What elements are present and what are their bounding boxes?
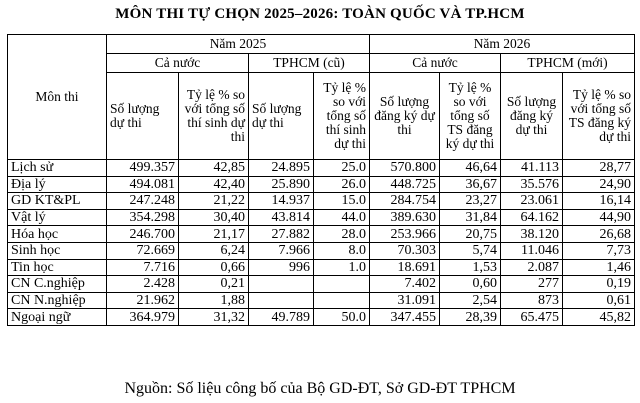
subject-header: Môn thi	[8, 35, 107, 160]
table-row	[8, 259, 635, 276]
data-cell: 31.091	[370, 292, 440, 309]
source-note: Nguồn: Số liệu công bố của Bộ GD-ĐT, Sở GD-ĐT TPHCM	[124, 380, 516, 397]
table-title: MÔN THI TỰ CHỌN 2025–2026: TOÀN QUỐC VÀ TP.HCM	[115, 6, 525, 22]
subject-cell: Hóa học	[8, 226, 107, 243]
data-cell: 0,66	[179, 259, 249, 276]
data-cell: 347.455	[370, 309, 440, 326]
col-count-hcmc-2025: Số lượng dự thi	[249, 73, 314, 160]
subject-cell: Vật lý	[8, 209, 107, 226]
data-cell: 18.691	[370, 259, 440, 276]
year-2026-header: Năm 2026	[370, 35, 635, 54]
data-cell: 0,19	[563, 276, 635, 293]
table-row	[8, 209, 635, 226]
hcmc-2025-header: TPHCM (cũ)	[249, 54, 370, 73]
data-cell: 1,53	[440, 259, 501, 276]
data-cell: 2.428	[107, 276, 179, 293]
data-cell: 30,40	[179, 209, 249, 226]
data-cell: 36,67	[440, 176, 501, 193]
data-cell: 499.357	[107, 160, 179, 177]
data-cell: 21,17	[179, 226, 249, 243]
data-cell: 25.890	[249, 176, 314, 193]
data-cell: 364.979	[107, 309, 179, 326]
data-cell: 1,46	[563, 259, 635, 276]
data-cell: 21,22	[179, 193, 249, 210]
hcmc-2026-header: TPHCM (mới)	[501, 54, 635, 73]
table-row	[8, 176, 635, 193]
data-cell	[314, 292, 370, 309]
data-cell	[314, 276, 370, 293]
table-row	[8, 309, 635, 326]
data-cell: 8.0	[314, 242, 370, 259]
data-cell: 64.162	[501, 209, 563, 226]
data-cell: 42,85	[179, 160, 249, 177]
data-cell: 24.895	[249, 160, 314, 177]
data-cell: 65.475	[501, 309, 563, 326]
subject-cell: GD KT&PL	[8, 193, 107, 210]
table-row	[8, 193, 635, 210]
data-cell: 277	[501, 276, 563, 293]
data-cell: 873	[501, 292, 563, 309]
data-cell: 23,27	[440, 193, 501, 210]
data-cell: 14.937	[249, 193, 314, 210]
data-cell: 28.0	[314, 226, 370, 243]
col-count-hcmc-2026: Số lượng đăng ký dự thi	[501, 73, 563, 160]
data-cell: 2.087	[501, 259, 563, 276]
data-cell: 44,90	[563, 209, 635, 226]
data-cell: 2,54	[440, 292, 501, 309]
data-cell: 6,24	[179, 242, 249, 259]
subject-cell: Ngoại ngữ	[8, 309, 107, 326]
data-cell: 1.0	[314, 259, 370, 276]
data-cell: 26,68	[563, 226, 635, 243]
table-row	[8, 226, 635, 243]
subject-cell: Địa lý	[8, 176, 107, 193]
table-row	[8, 242, 635, 259]
data-cell: 0,60	[440, 276, 501, 293]
nationwide-2025-header: Cả nước	[107, 54, 249, 73]
data-cell: 996	[249, 259, 314, 276]
subject-cell: CN C.nghiệp	[8, 276, 107, 293]
data-cell: 41.113	[501, 160, 563, 177]
data-cell: 7.716	[107, 259, 179, 276]
data-cell: 1,88	[179, 292, 249, 309]
data-cell: 570.800	[370, 160, 440, 177]
data-cell: 35.576	[501, 176, 563, 193]
col-pct-nationwide-2025: Tỷ lệ % so với tổng số thí sinh dự thi	[179, 73, 249, 160]
data-cell: 31,32	[179, 309, 249, 326]
data-cell: 43.814	[249, 209, 314, 226]
col-count-nationwide-2025: Số lượng dự thi	[107, 73, 179, 160]
data-cell: 7,73	[563, 242, 635, 259]
data-cell: 26.0	[314, 176, 370, 193]
data-cell: 31,84	[440, 209, 501, 226]
data-cell: 44.0	[314, 209, 370, 226]
data-cell: 0,21	[179, 276, 249, 293]
data-cell: 11.046	[501, 242, 563, 259]
data-cell: 20,75	[440, 226, 501, 243]
exam-subject-table	[7, 34, 635, 326]
data-cell: 7.966	[249, 242, 314, 259]
nationwide-2026-header: Cả nước	[370, 54, 501, 73]
data-cell: 389.630	[370, 209, 440, 226]
table-row	[8, 292, 635, 309]
data-cell: 253.966	[370, 226, 440, 243]
col-pct-hcmc-2025: Tỷ lệ % so với tổng số thí sinh dự thi	[314, 73, 370, 160]
data-cell: 28,39	[440, 309, 501, 326]
data-cell: 70.303	[370, 242, 440, 259]
data-cell: 46,64	[440, 160, 501, 177]
subject-cell: CN N.nghiệp	[8, 292, 107, 309]
subject-cell: Sinh học	[8, 242, 107, 259]
data-cell: 28,77	[563, 160, 635, 177]
data-cell: 24,90	[563, 176, 635, 193]
data-cell: 25.0	[314, 160, 370, 177]
col-pct-hcmc-2026: Tỷ lệ % so với tổng số TS đăng ký dự thi	[563, 73, 635, 160]
subject-cell: Lịch sử	[8, 160, 107, 177]
data-cell: 23.061	[501, 193, 563, 210]
data-cell: 45,82	[563, 309, 635, 326]
data-cell: 354.298	[107, 209, 179, 226]
subject-cell: Tin học	[8, 259, 107, 276]
data-cell: 5,74	[440, 242, 501, 259]
col-count-nationwide-2026: Số lượng đăng ký dự thi	[370, 73, 440, 160]
year-2025-header: Năm 2025	[107, 35, 370, 54]
data-cell: 38.120	[501, 226, 563, 243]
table-row	[8, 276, 635, 293]
data-cell: 284.754	[370, 193, 440, 210]
data-cell: 7.402	[370, 276, 440, 293]
data-cell: 50.0	[314, 309, 370, 326]
data-cell: 72.669	[107, 242, 179, 259]
data-cell: 49.789	[249, 309, 314, 326]
data-cell: 15.0	[314, 193, 370, 210]
table-row	[8, 160, 635, 177]
data-cell: 42,40	[179, 176, 249, 193]
data-cell: 16,14	[563, 193, 635, 210]
data-cell: 0,61	[563, 292, 635, 309]
data-cell: 247.248	[107, 193, 179, 210]
data-cell: 27.882	[249, 226, 314, 243]
data-cell: 246.700	[107, 226, 179, 243]
col-pct-nationwide-2026: Tỷ lệ % so với tổng số TS đăng ký dự thi	[440, 73, 501, 160]
data-cell	[249, 276, 314, 293]
data-cell: 21.962	[107, 292, 179, 309]
data-cell	[249, 292, 314, 309]
data-cell: 494.081	[107, 176, 179, 193]
data-cell: 448.725	[370, 176, 440, 193]
